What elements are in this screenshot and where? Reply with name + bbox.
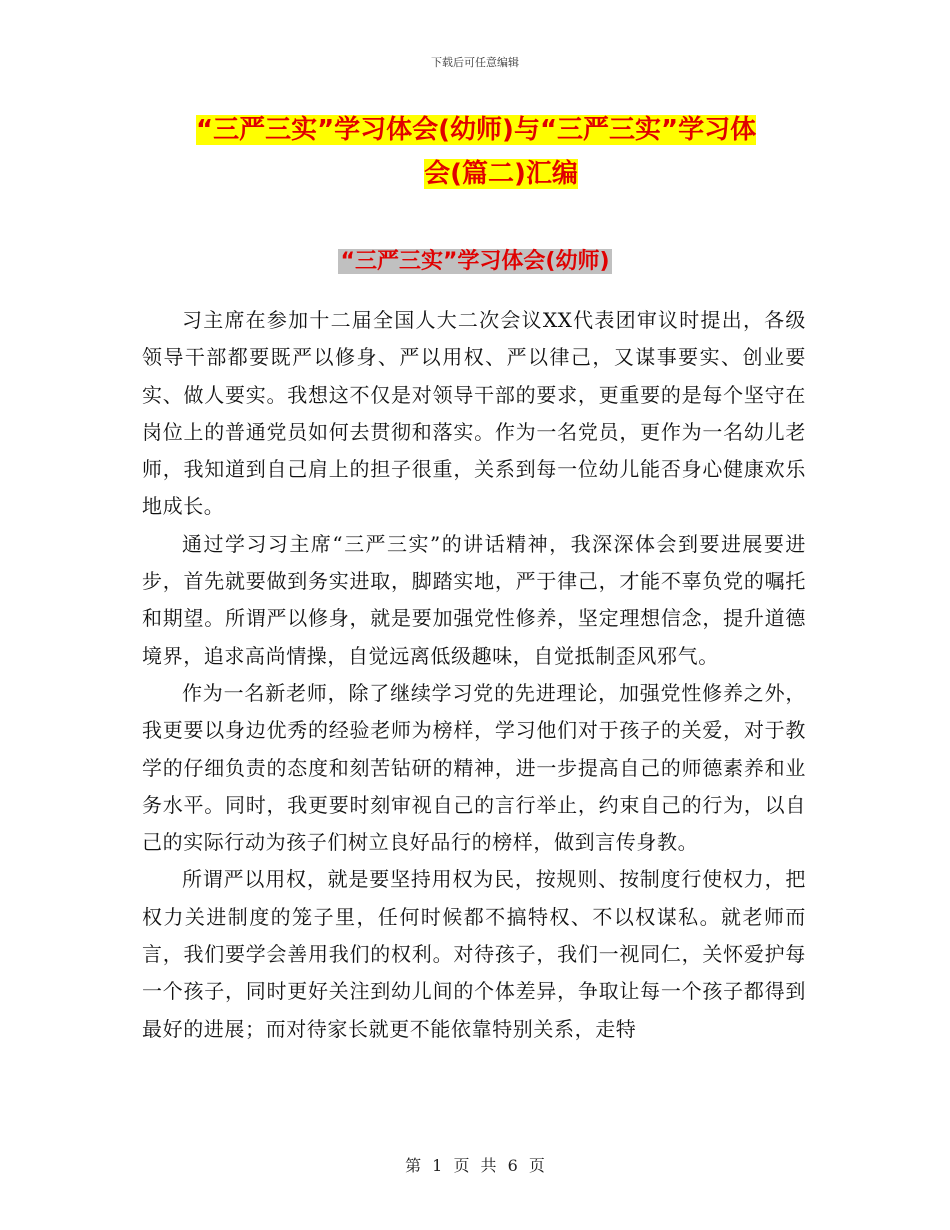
section-title bbox=[0, 246, 950, 278]
body-text bbox=[142, 302, 806, 1048]
document-title-line-2 bbox=[196, 152, 806, 196]
page-footer: 第 1 页 共 6 页 bbox=[405, 1156, 545, 1175]
paragraph: 通过学习习主席“三严三实”的讲话精神，我深深体会到要进展要进步，首先就要做到务实进取，脚踏实地，严于律己，才能不辜负党的嘱托和期望。所谓严以修身，就是要加强党性修养，坚定理想信念，提升道德境界，追求高尚情操，自觉远离低级趣味，自觉抵制歪风邪气。 bbox=[142, 531, 806, 668]
paragraph: 作为一名新老师，除了继续学习党的先进理论，加强党性修养之外，我更要以身边优秀的经验老师为榜样，学习他们对于孩子的关爱，对于教学的仔细负责的态度和刻苦钻研的精神，进一步提高自己的师德素养和业务水平。同时，我更要时刻审视自己的言行举止，约束自己的行为，以自己的实际行动为孩子们树立良好品行的榜样，做到言传身教。 bbox=[142, 680, 806, 855]
title-line-1-text: “三严三实”学习体会(幼师)与“三严三实”学习体 bbox=[196, 115, 757, 145]
paragraph: 所谓严以用权，就是要坚持用权为民，按规则、按制度行使权力，把权力关进制度的笼子里，任何时候都不搞特权、不以权谋私。就老师而言，我们要学会善用我们的权利。对待孩子，我们一视同仁，关怀爱护每一个孩子，同时更好关注到幼儿间的个体差异，争取让每一个孩子都得到最好的进展；而对待家长就更不能依靠特别关系，走特 bbox=[142, 867, 806, 1041]
header-note: 下载后可任意编辑 bbox=[431, 56, 519, 69]
title-line-2-text: 会(篇二)汇编 bbox=[424, 159, 578, 189]
section-title-text: “三严三实”学习体会(幼师) bbox=[340, 249, 610, 274]
document-title bbox=[196, 108, 806, 196]
document-title-line-1 bbox=[196, 108, 806, 152]
paragraph: 习主席在参加十二届全国人大二次会议XX代表团审议时提出，各级领导干部都要既严以修身、严以用权、严以律己，又谋事要实、创业要实、做人要实。我想这不仅是对领导干部的要求，更重要的是每个坚守在岗位上的普通党员如何去贯彻和落实。作为一名党员，更作为一名幼儿老师，我知道到自己肩上的担子很重，关系到每一位幼儿能否身心健康欢乐地成长。 bbox=[142, 308, 806, 519]
